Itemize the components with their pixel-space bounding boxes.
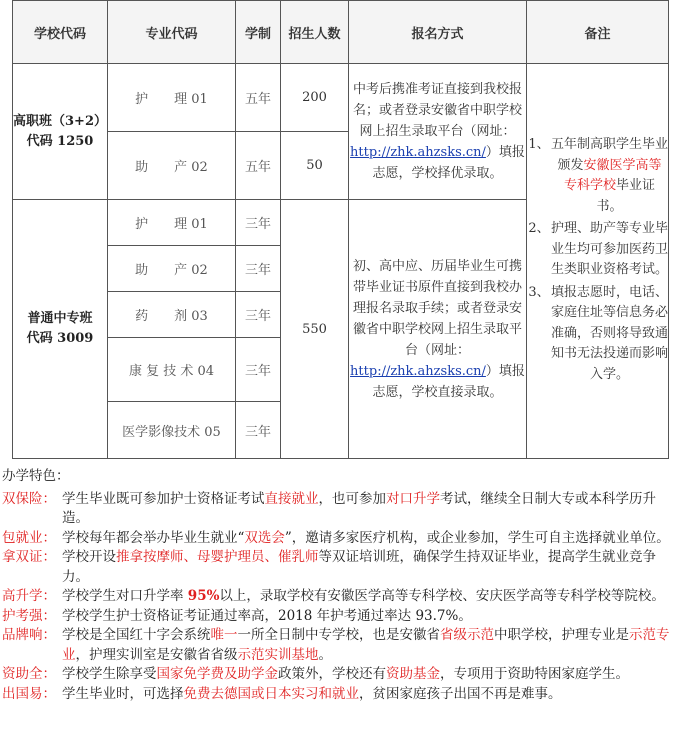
header-major-code: 专业代码: [108, 1, 236, 64]
feature-item: 资助全： 学校学生除享受国家免学费及助学金政策外，学校还有资助基金，专项用于资助特困家庭学生。: [2, 666, 629, 682]
major-cell: 护 理 01: [108, 200, 236, 246]
features-title: 办学特色：: [2, 468, 70, 484]
duration-cell: 三年: [236, 338, 281, 402]
header-school-code: 学校代码: [13, 1, 108, 64]
duration-cell: 三年: [236, 200, 281, 246]
feature-item: 包就业： 学校每年都会举办毕业生就业“双选会”，邀请多家医疗机构，或企业参加，学生可自主选择就业单位。: [2, 529, 670, 546]
group-label-secondary: 普通中专班 代码 3009: [13, 200, 108, 459]
remarks-cell: [527, 64, 669, 459]
enrollment-cell: 200: [281, 64, 349, 132]
duration-cell: 三年: [236, 402, 281, 459]
duration-cell: 五年: [236, 132, 281, 200]
duration-cell: 三年: [236, 292, 281, 338]
admission-table: [12, 0, 669, 459]
major-cell: 护 理 01: [108, 64, 236, 132]
feature-item: 护考强： 学校学生护士资格证考证通过率高，2018 年护考通过率达 93.7%。: [2, 607, 472, 624]
feature-item: 拿双证： 学校开设推拿按摩师、母婴护理员、催乳师等双证培训班，确保学生持双证毕业，提高学生就业竞争力。: [2, 549, 656, 585]
duration-cell: 三年: [236, 246, 281, 292]
feature-item: 高升学： 学校学生对口升学率 95%以上，录取学校有安徽医学高等专科学校、安庆医学高等专科学校等院校。: [2, 588, 665, 604]
note-item: 1、 五年制高职学生毕业颁发安徽医学高等专科学校毕业证书。: [528, 137, 669, 214]
school-features: [2, 467, 672, 704]
registration-link[interactable]: http://zhk.ahzsks.cn/: [350, 363, 486, 379]
note-item: 3、 填报志愿时，电话、家庭住址等信息务必准确，否则将导致通知书无法投递而影响入学。: [528, 284, 669, 382]
header-registration: 报名方式: [349, 1, 527, 64]
major-cell: 医学影像技术 05: [108, 402, 236, 459]
header-enrollment: 招生人数: [281, 1, 349, 64]
group-label-vocational: 高职班（3+2） 代码 1250: [13, 64, 108, 200]
table-row: [13, 64, 669, 132]
header-row: [13, 1, 669, 64]
registration-link[interactable]: http://zhk.ahzsks.cn/: [350, 145, 486, 160]
enrollment-cell: 50: [281, 132, 349, 200]
feature-item: 双保险： 学生毕业既可参加护士资格证考试直接就业，也可参加对口升学考试，继续全日制大专或本科学历升造。: [2, 490, 656, 526]
feature-item: 出国易： 学生毕业时，可选择免费去德国或日本实习和就业，贫困家庭孩子出国不再是难事。: [2, 685, 562, 702]
header-duration: 学制: [236, 1, 281, 64]
major-cell: 药 剂 03: [108, 292, 236, 338]
header-remarks: 备注: [527, 1, 669, 64]
major-cell: 康 复 技 术 04: [108, 338, 236, 402]
major-cell: 助 产 02: [108, 246, 236, 292]
registration-method-vocational: 中考后携准考证直接到我校报名；或者登录安徽省中职学校网上招生录取平台（网址：http://zhk.ahzsks.cn/）填报志愿，学校择优录取。: [349, 64, 527, 200]
major-cell: 助 产 02: [108, 132, 236, 200]
enrollment-cell: 550: [281, 200, 349, 459]
note-item: 2、 护理、助产等专业毕业生均可参加医药卫生类职业资格考试。: [528, 221, 669, 277]
feature-item: 品牌响： 学校是全国红十字会系统唯一一所全日制中专学校，也是安徽省省级示范中职学校，护理专业是示范专业，护理实训室是安徽省省级示范实训基地。: [2, 627, 670, 663]
duration-cell: 五年: [236, 64, 281, 132]
registration-method-secondary: 初、高中应、历届毕业生可携带毕业证书原件直接到我校办理报名录取手续；或者登录安徽省中职学校网上招生录取平台（网址：http://zhk.ahzsks.cn/）填报志愿，学校直接录取。: [349, 200, 527, 459]
